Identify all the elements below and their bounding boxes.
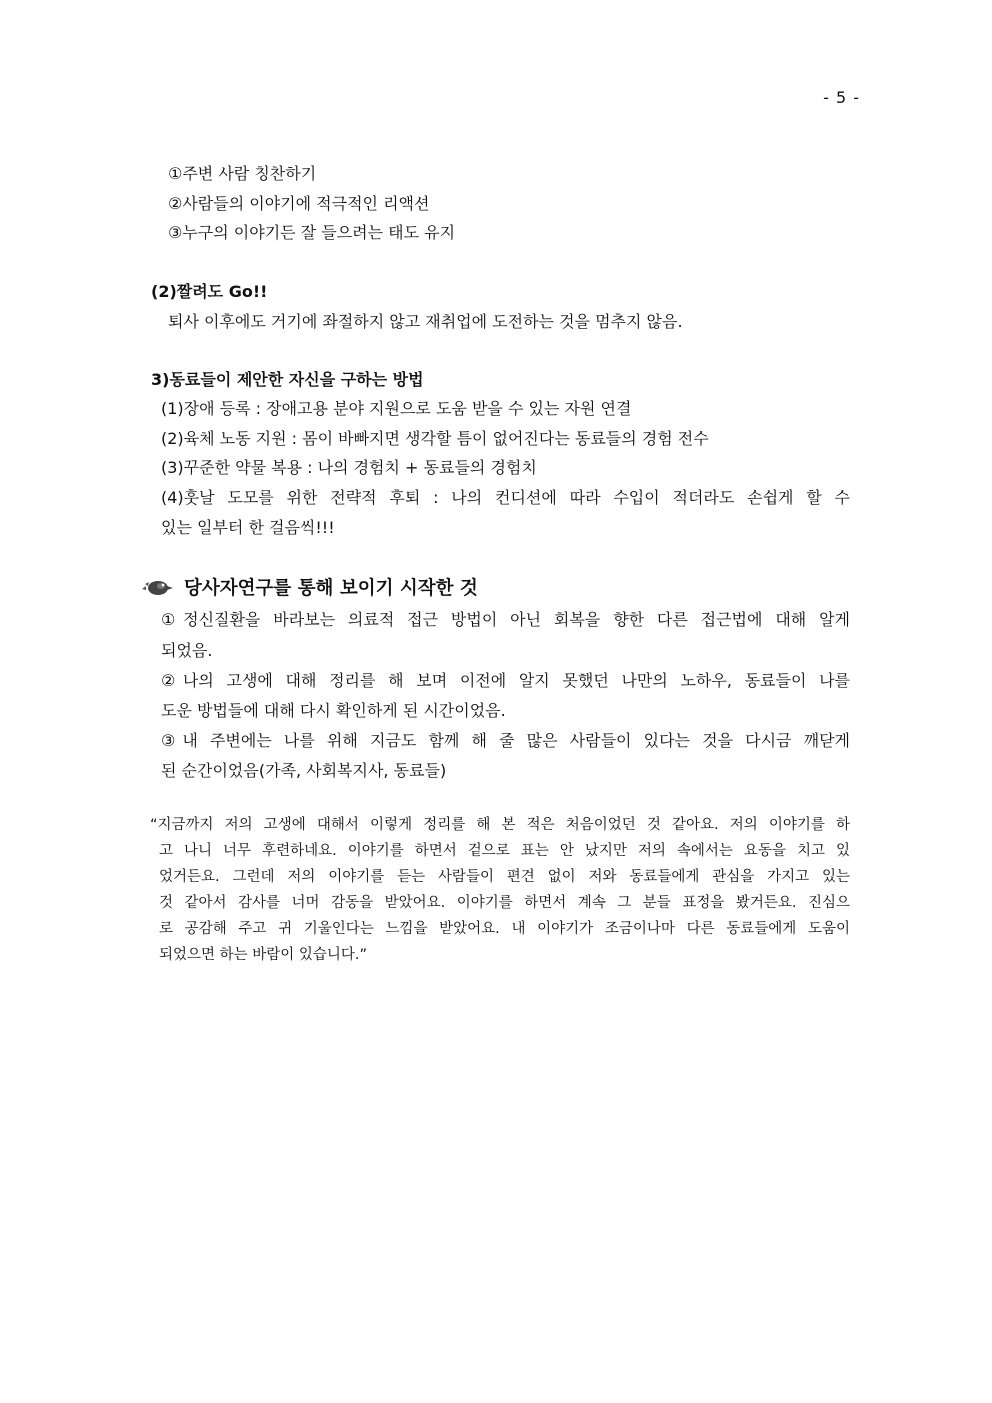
section-heading: 3)동료들이 제안한 자신을 구하는 방법 (151, 370, 424, 389)
paragraph-line: ①정신질환을 바라보는 의료적 접근 방법이 아닌 회복을 향한 다른 접근법에 대해 알게 (161, 610, 850, 629)
quote-line: 되었으면 하는 바람이 있습니다.” (159, 947, 368, 963)
list-item: (4)훗날 도모를 위한 전략적 후퇴 : 나의 컨디션에 따라 수입이 적더라도 손쉽게 할 수 (161, 488, 850, 507)
list-item-continuation: 있는 일부터 한 걸음씩!!! (161, 518, 335, 537)
list-item: (3)꾸준한 약물 복용 : 나의 경험치 + 동료들의 경험치 (161, 458, 537, 477)
bird-icon (140, 576, 174, 598)
quote-line: 것 같아서 감사를 너머 감동을 받았어요. 이야기를 하면서 계속 그 분들 표정을 봤거든요. 진심으 (159, 895, 850, 911)
page-number: - 5 - (823, 88, 860, 107)
list-item: ③누구의 이야기든 잘 들으려는 태도 유지 (168, 223, 456, 242)
paragraph-line: 된 순간이었음(가족, 사회복지사, 동료들) (161, 761, 447, 780)
list-item: ①주변 사람 칭찬하기 (168, 164, 317, 183)
list-item: (2)육체 노동 지원 : 몸이 바빠지면 생각할 틈이 없어진다는 동료들의 경험 전수 (161, 429, 709, 448)
section-title: 당사자연구를 통해 보이기 시작한 것 (184, 578, 478, 599)
quote-line: 었거든요. 그런데 저의 이야기를 듣는 사람들이 편견 없이 저와 동료들에게 관심을 가지고 있는 (159, 869, 850, 885)
quote-line: “지금까지 저의 고생에 대해서 이렇게 정리를 해 본 적은 처음이었던 것 같아요. 저의 이야기를 하 (150, 817, 850, 833)
paragraph-line: ②나의 고생에 대해 정리를 해 보며 이전에 알지 못했던 나만의 노하우, 동료들이 나를 (161, 671, 850, 690)
paragraph-line: ③내 주변에는 나를 위해 지금도 함께 해 줄 많은 사람들이 있다는 것을 다시금 깨닫게 (161, 731, 850, 750)
section-heading: (2)짤려도 Go!! (151, 282, 268, 301)
paragraph-line: 되었음. (161, 641, 213, 660)
paragraph-line: 도운 방법들에 대해 다시 확인하게 된 시간이었음. (161, 701, 506, 720)
list-item: (1)장애 등록 : 장애고용 분야 지원으로 도움 받을 수 있는 자원 연결 (161, 399, 632, 418)
quote-line: 고 나니 너무 후련하네요. 이야기를 하면서 겉으로 표는 안 났지만 저의 속에서는 요동을 치고 있 (159, 843, 850, 859)
quote-line: 로 공감해 주고 귀 기울인다는 느낌을 받았어요. 내 이야기가 조금이나마 다른 동료들에게 도움이 (159, 921, 850, 937)
list-item: ②사람들의 이야기에 적극적인 리액션 (168, 194, 430, 213)
paragraph: 퇴사 이후에도 거기에 좌절하지 않고 재취업에 도전하는 것을 멈추지 않음. (168, 312, 683, 331)
